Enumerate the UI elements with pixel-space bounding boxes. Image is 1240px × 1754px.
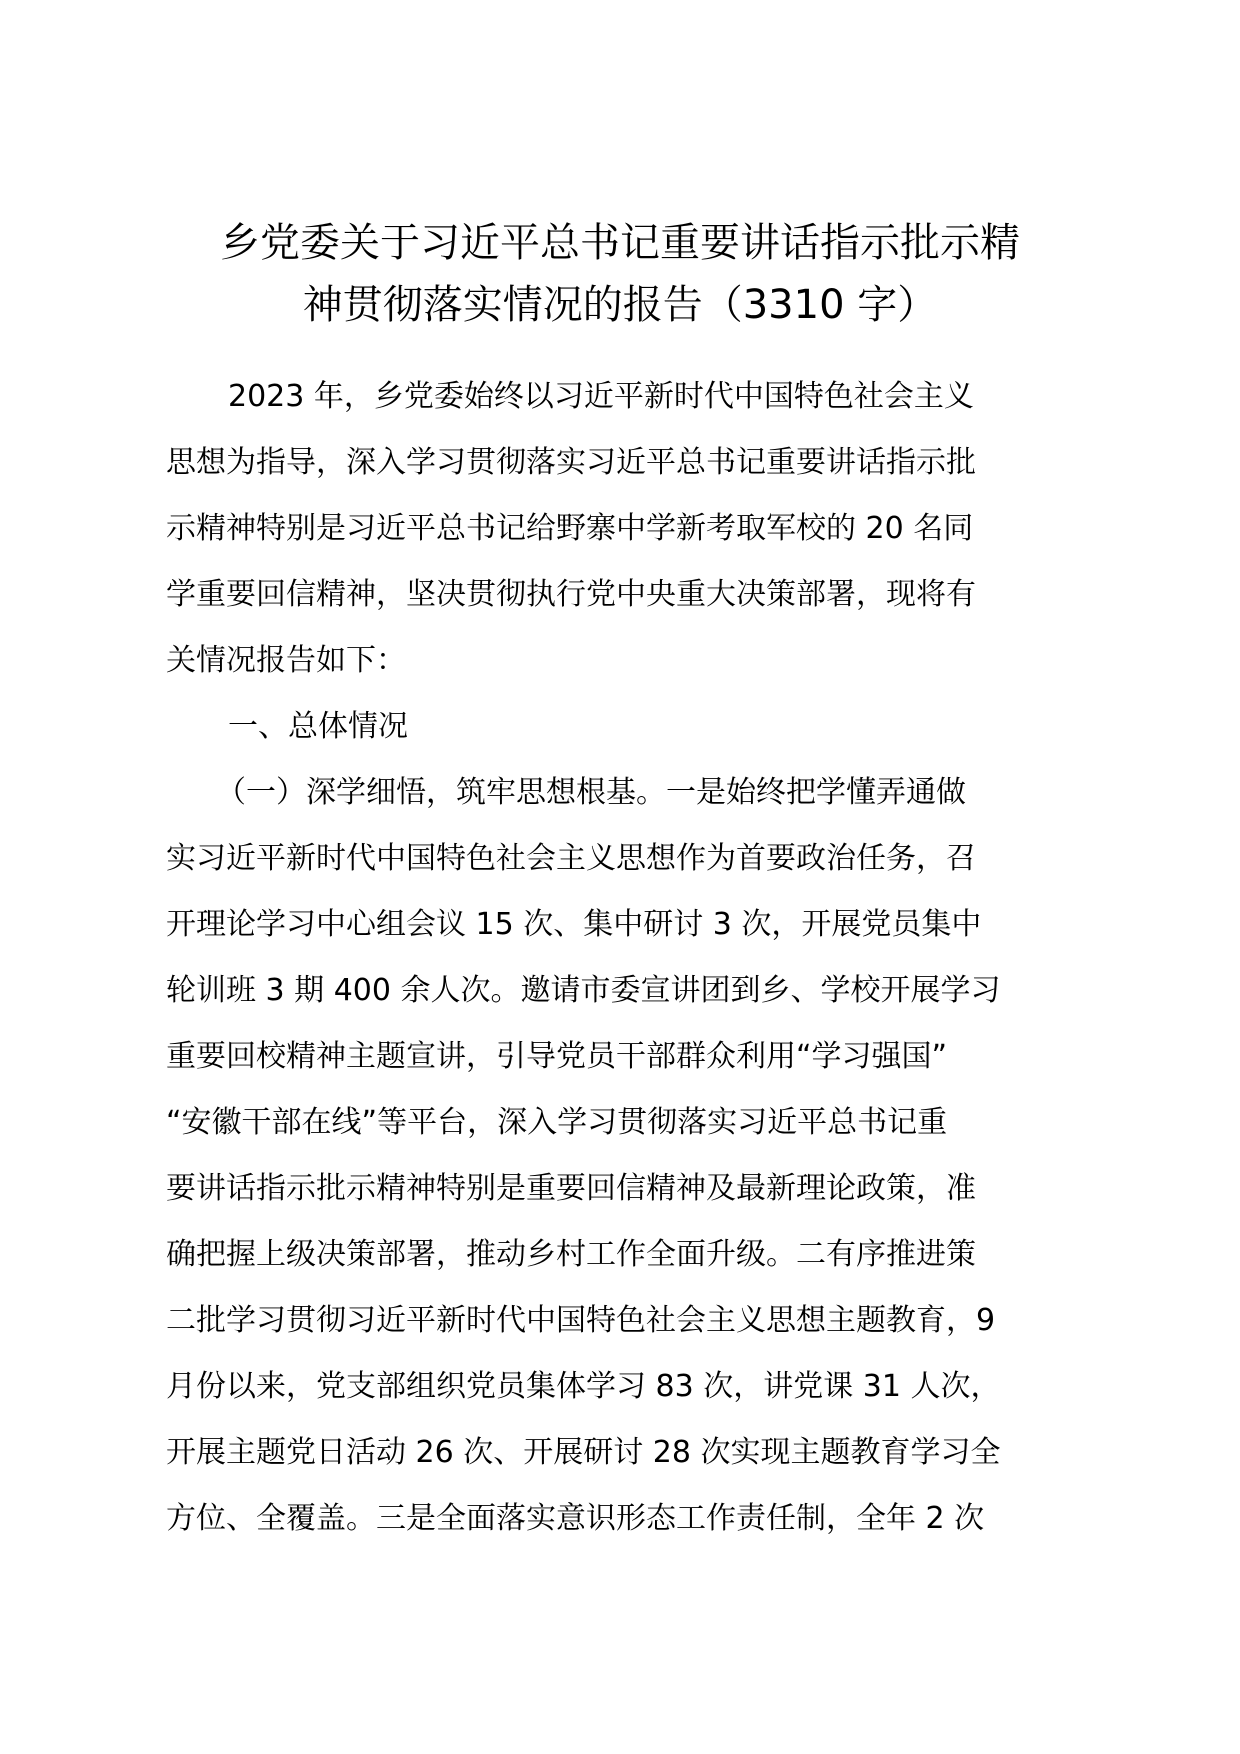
paragraph-section-line: 确把握上级决策部署，推动乡村工作全面升级。二有序推进策 (166, 1237, 976, 1272)
paragraph-section-line: 月份以来，党支部组织党员集体学习 83 次，讲党课 31 人次， (166, 1369, 1001, 1404)
paragraph-intro-line: 思想为指导，深入学习贯彻落实习近平总书记重要讲话指示批 (166, 445, 976, 480)
paragraph-section-line: 要讲话指示批示精神特别是重要回信精神及最新理论政策，准 (166, 1171, 976, 1206)
paragraph-section-line: 开理论学习中心组会议 15 次、集中研讨 3 次，开展党员集中 (166, 907, 982, 942)
paragraph-section-line: 二批学习贯彻习近平新时代中国特色社会主义思想主题教育，9 (166, 1303, 996, 1338)
paragraph-intro-line: 2023 年，乡党委始终以习近平新时代中国特色社会主义 (228, 379, 974, 414)
paragraph-section-line: 轮训班 3 期 400 余人次。邀请市委宣讲团到乡、学校开展学习 (166, 973, 1001, 1008)
paragraph-intro-line: 示精神特别是习近平总书记给野寨中学新考取军校的 20 名同 (166, 511, 974, 546)
paragraph-section-line: 重要回校精神主题宣讲，引导党员干部群众利用“学习强国” (166, 1039, 948, 1074)
document-title (150, 212, 1090, 336)
paragraph-section-line: 方位、全覆盖。三是全面落实意识形态工作责任制，全年 2 次 (166, 1501, 985, 1536)
paragraph-section-line: 实习近平新时代中国特色社会主义思想作为首要政治任务，召 (166, 841, 976, 876)
title-line-2: 神贯彻落实情况的报告（3310 字） (302, 282, 938, 328)
section-heading: 一、总体情况 (228, 709, 408, 744)
title-line-1: 乡党委关于习近平总书记重要讲话指示批示精 (220, 220, 1020, 266)
paragraph-intro-line: 学重要回信精神，坚决贯彻执行党中央重大决策部署，现将有 (166, 577, 976, 612)
paragraph-intro-line: 关情况报告如下： (166, 643, 406, 678)
paragraph-section-line: 开展主题党日活动 26 次、开展研讨 28 次实现主题教育学习全 (166, 1435, 1001, 1470)
document-body (166, 364, 1086, 1552)
paragraph-section-line: （一）深学细悟，筑牢思想根基。一是始终把学懂弄通做 (216, 775, 966, 810)
paragraph-section-line: “安徽干部在线”等平台，深入学习贯彻落实习近平总书记重 (166, 1105, 948, 1140)
